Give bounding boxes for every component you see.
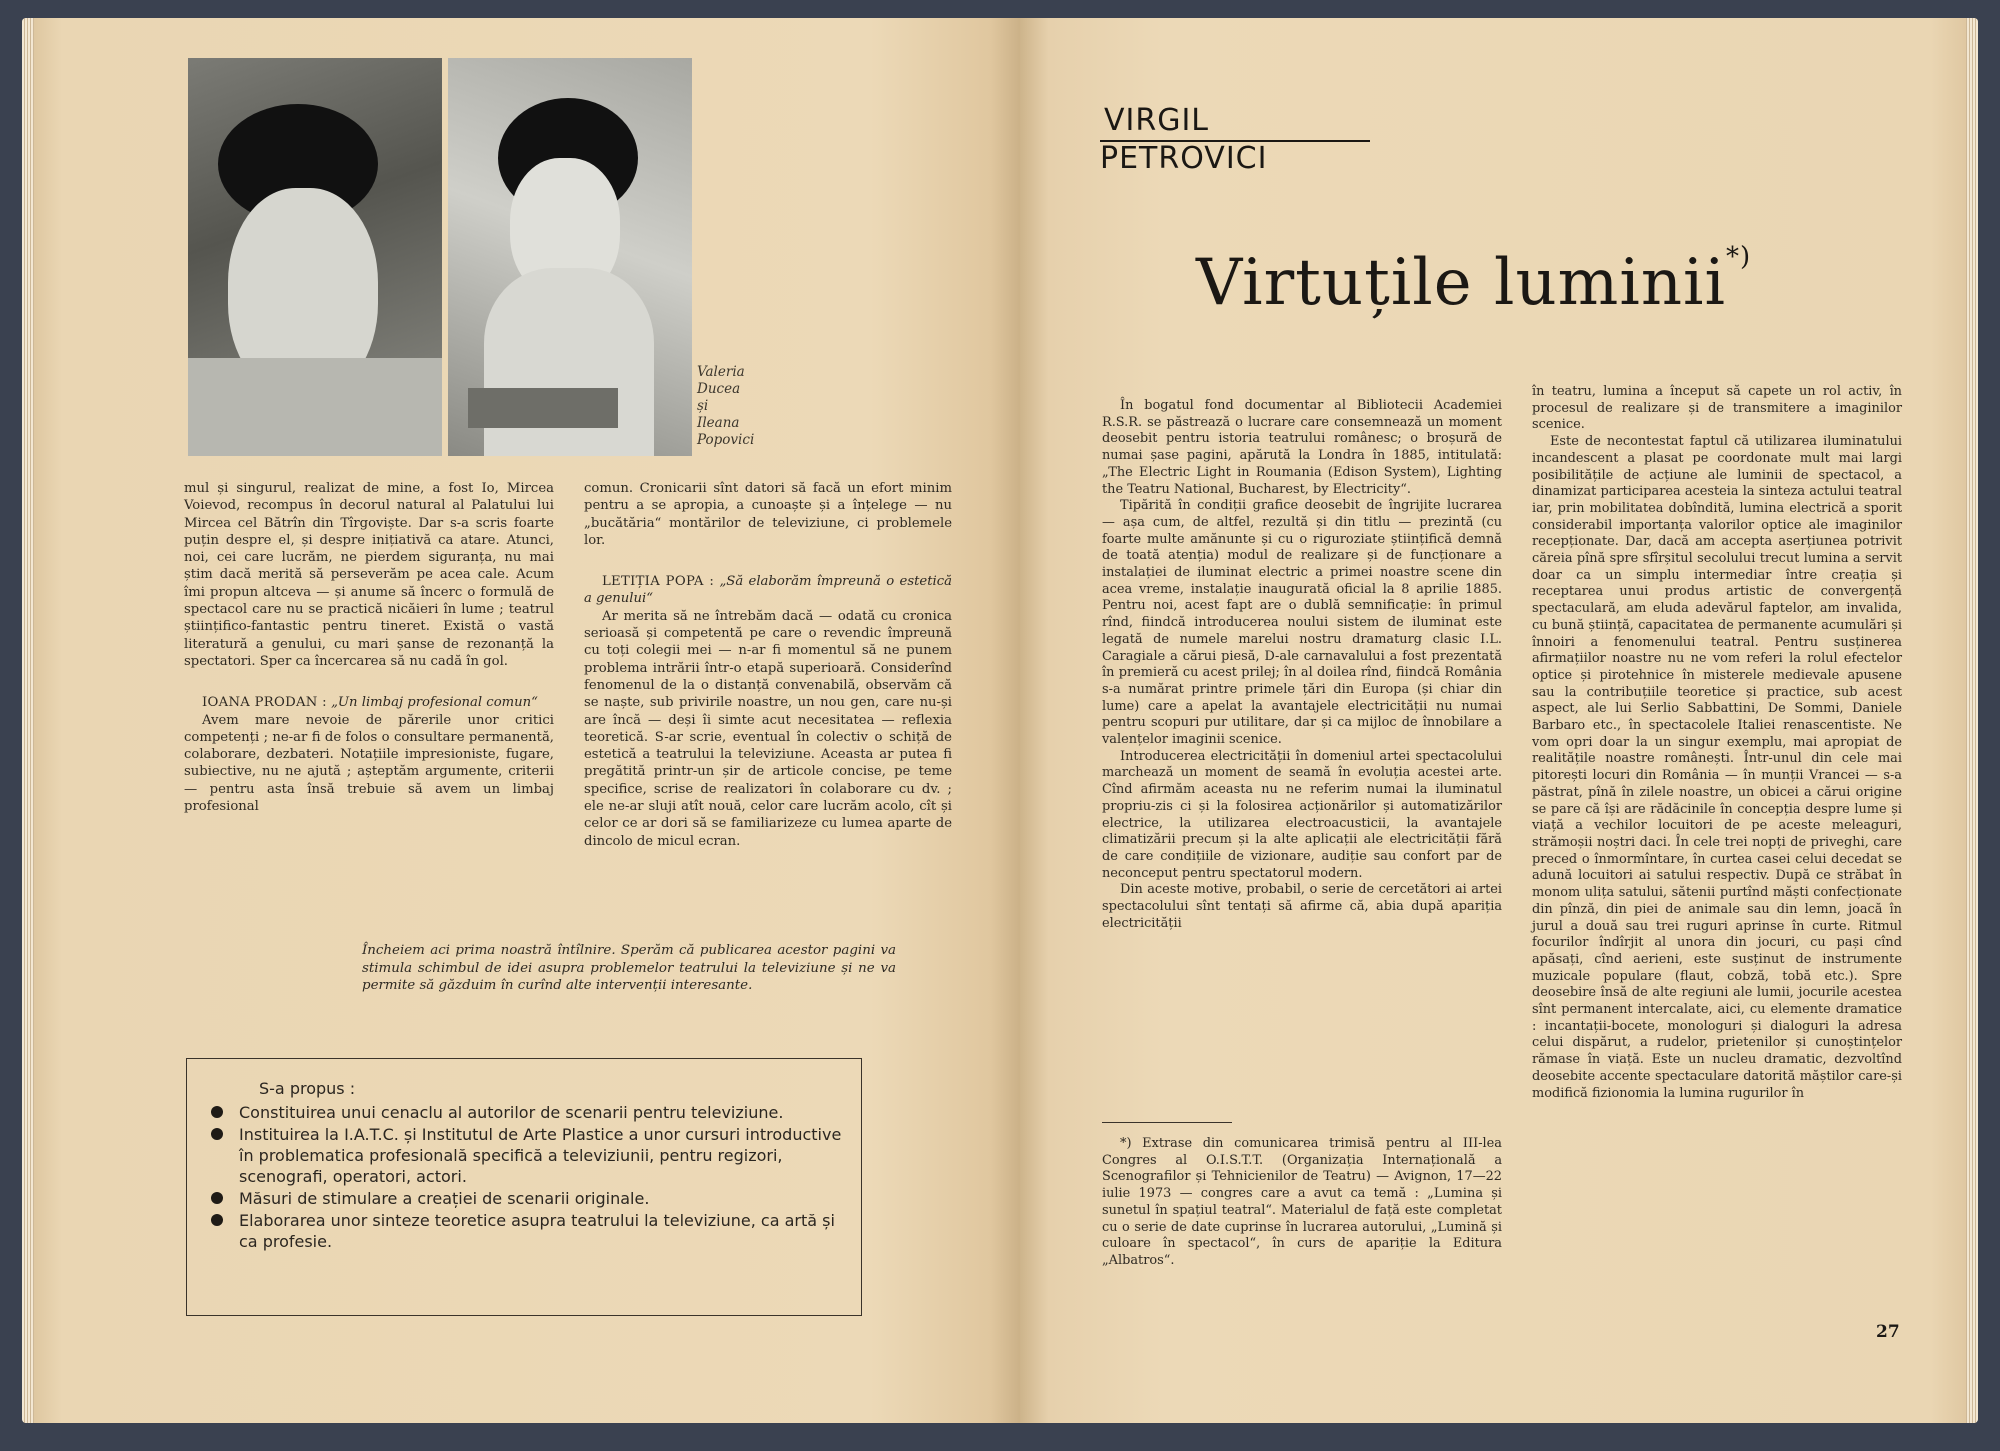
page-number: 27 xyxy=(1876,1322,1900,1342)
title-footnote-mark: *) xyxy=(1725,242,1752,272)
left-column-2 xyxy=(584,480,952,850)
proposals-box xyxy=(186,1058,862,1316)
paragraph: Este de necontestat faptul că utilizarea iluminatului incandescent a plasat pe coordonate mult mai largi posibilitățile de acțiune ale luminii de spectacol, a dinamizat participarea acesteia la sinteza actului teatral iar, prin mobilitatea dobîndită, lumina electrică a sporit considerabil importanța valorilor optice ale imaginilor recepționate. Dar, dacă am accepta aserțiunea potrivit căreia pînă spre sfîrșitul secolului trecut lumina a servit doar ca un simplu intermediar între creația și receptarea unui produs artistic de convergență spectaculară, am eluda adevărul faptelor, am invalida, cu bună știință, capacitatea de permanente acumulări și înnoiri a fenomenului teatral. Pentru susținerea afirmațiilor noastre nu ne vom referi la rolul efectelor optice și pirotehnice în misterele medievale apusene sau la contribuțiile teoretice și practice, sub acest aspect, ale lui Serlio Sabbattini, De Sommi, Daniele Barbaro etc., în spectacolele Italiei renascentiste. Ne vom opri doar la un singur exemplu, mai apropiat de realitățile noastre românești. Într-unul din cele mai pitorești locuri din România — în munții Vrancei — s-a păstrat, pînă în zilele noastre, un obicei a cărui origine se pare că își are rădăcinile în concepția despre lume și viață a vechilor locuitori de pe aceste meleaguri, strămoșii noștri daci. În cele trei nopți de priveghi, care preced o înmormîntare, în curtea casei celui decedat se adună locuitori ai satului respectiv. După ce străbat în monom ulița satului, sătenii purtînd măști confecționate din pînză, din piei de animale sau din lemn, joacă în jurul a două sau trei ruguri aprinse în curte. Ritmul focurilor îndîrjit al unora din jocuri, cu pași cînd apăsați, cînd aerieni, este susținut de instrumente muzicale populare (flaut, cobză, tobă etc.). Spre deosebire însă de alte regiuni ale lumii, jocurile acestea sînt permanent intercalate, aici, cu elemente dramatice : incantații-bocete, monologuri și dialoguri la adresa celui dispărut, a rudelor, prietenilor și cunoștințelor rămase în viață. Este un nucleu dramatic, dezvoltînd deosebite accente spectaculare datorită măștilor care-și modifică fizionomia la lumina rugurilor în xyxy=(1532,434,1902,1101)
proposal-item: Instituirea la I.A.T.C. și Institutul de Arte Plastice a unor cursuri introductive în problematica profesională specifică a televiziunii, pentru regizori, scenografi, operatori, actori. xyxy=(211,1124,845,1187)
speaker-heading xyxy=(584,573,952,608)
speaker-name: LETIȚIA POPA : xyxy=(602,574,715,590)
bullet-icon xyxy=(211,1106,223,1118)
page-edge-left xyxy=(22,18,34,1423)
paragraph: Avem mare nevoie de părerile unor critici competenți ; ne-ar fi de folos o consultare permanentă, colaborare, dezbateri. Notațiile impresioniste, fugare, subiective, nu ne ajută ; așteptăm argumente, criterii — pentru asta însă trebuie să avem un limbaj profesional xyxy=(184,712,554,815)
paragraph: în teatru, lumina a început să capete un rol activ, în procesul de realizare și de transmitere a imaginilor scenice. xyxy=(1532,384,1902,433)
proposals-title: S-a propus : xyxy=(259,1079,356,1098)
bullet-icon xyxy=(211,1214,223,1226)
footnote: *) Extrase din comunicarea trimisă pentru al III-lea Congres al O.I.S.T.T. (Organizația Internațională a Scenografilor și Tehnicienilor de Teatru) — Avignon, 17—22 iulie 1973 — congres care a avut ca temă : „Lumina și sunetul în spațiul teatral“. Materialul de față este completat cu o serie de date cuprinse în lucrarea autorului, „Lumină și culoare în spectacol“, în curs de apariție la Editura „Albatros“. xyxy=(1102,1136,1502,1268)
paragraph: mul și singurul, realizat de mine, a fost Io, Mircea Voievod, recompus în decorul natural al Palatului lui Mircea cel Bătrîn din Tîrgoviște. Dar s-a scris foarte puțin despre el, și despre inițiativă ca atare. Atunci, noi, cei care lucrăm, ne pierdem siguranța, nu mai știm dacă merită să perseverăm pe acea cale. Acum îmi propun altceva — și anume să încerc o formulă de spectacol care nu se practică nicăieri în lume ; teatrul științifico-fantastic pentru tineret. Există o vastă literatură a genului, cu mari șanse de rezonanță la spectatori. Sper ca încercarea să nu cadă în gol. xyxy=(184,481,554,669)
speaker-name: IOANA PRODAN : xyxy=(202,695,327,711)
closing-note: Încheiem aci prima noastră întîlnire. Sperăm că publicarea acestor pagini va stimula schimbul de idei asupra problemelor teatrului la televiziune și ne va permite să găzduim în curînd alte intervenții interesante. xyxy=(362,943,896,993)
speaker-quote: „Să elaborăm împreună o estetică a genului“ xyxy=(584,574,952,607)
right-page xyxy=(1020,18,1978,1423)
paragraph: În bogatul fond documentar al Bibliotecii Academiei R.S.R. se păstrează o lucrare care consemnează un moment deosebit pentru istoria teatrului românesc; o broșură de numai șase pagini, apărută la Londra în 1885, intitulată: „The Electric Light in Roumania (Edison System), Lighting the Teatru National, Bucharest, by Electricity“. xyxy=(1102,398,1502,497)
paragraph: Tipărită în condiții grafice deosebit de îngrijite lucrarea — așa cum, de altfel, rezultă și din titlu — prezintă (cu foarte multe amănunte și cu o riguroziate științifică demnă de toată atenția) modul de realizare și de funcționare a instalației de iluminat electric a primei noastre scene din acea vreme, instalație inaugurată oficial la 8 aprilie 1885. Pentru noi, acest fapt are o dublă semnificație: în primul rînd, fiindcă introducerea noului sistem de iluminat este legată de numele marelui nostru dramaturg clasic I.L. Caragiale a cărui piesă, D-ale carnavalului a fost prezentată în premieră cu acest prilej; în al doilea rînd, fiindcă România s-a numărat printre primele țări din Europa (și chiar din lume) care a apelat la avantajele electricității nu numai pentru scopuri pur utilitare, dar și ca mijloc de înnobilare a valențelor imaginii scenice. xyxy=(1102,498,1502,748)
speaker-heading xyxy=(184,694,554,711)
proposal-item: Măsuri de stimulare a creației de scenarii originale. xyxy=(211,1188,845,1209)
right-column-1 xyxy=(1102,398,1502,933)
left-column-1 xyxy=(184,480,554,815)
photo-caption: Valeria Ducea și Ileana Popovici xyxy=(697,364,755,448)
right-column-2 xyxy=(1532,384,1902,1102)
author-first-name: VIRGIL xyxy=(1104,103,1210,138)
photo-valeria-ducea xyxy=(188,58,442,456)
photo-ileana-popovici xyxy=(448,58,692,456)
bullet-icon xyxy=(211,1192,223,1204)
footnote-rule xyxy=(1102,1122,1232,1123)
left-page xyxy=(22,18,1020,1423)
proposals-list xyxy=(211,1102,845,1252)
proposal-item: Elaborarea unor sinteze teoretice asupra teatrului la televiziune, ca artă și ca profesie. xyxy=(211,1210,845,1252)
article-title: Virtuțile luminii*) xyxy=(1196,242,1752,320)
author-last-name: PETROVICI xyxy=(1100,141,1268,176)
paragraph: Din aceste motive, probabil, o serie de cercetători ai artei spectacolului sînt tentați să afirme că, abia după apariția electricității xyxy=(1102,882,1502,931)
paragraph: comun. Cronicarii sînt datori să facă un efort minim pentru a se apropia, a cunoaște și a înțelege — nu „bucătăria“ montărilor de televiziune, ci problemele lor. xyxy=(584,481,952,548)
speaker-quote: „Un limbaj profesional comun“ xyxy=(331,695,538,711)
page-edge-right xyxy=(1966,18,1978,1423)
paragraph: Ar merita să ne întrebăm dacă — odată cu cronica serioasă și competentă pe care o revendic împreună cu toți colegii mei — n-ar fi momentul să ne punem problema intrării într-o etapă superioară. Considerînd fenomenul de la o distanță convenabilă, observăm că se naște, sub privirile noastre, un nou gen, care nu-și are încă — deși îi simte acut necesitatea — reflexia teoretică. S-ar scrie, eventual în colectiv o schiță de estetică a teatrului la televiziune. Aceasta ar putea fi pregătită printr-un șir de articole concise, pe teme specifice, scrise de realizatori în colaborare cu dv. ; ele ne-ar sluji atît nouă, celor care lucrăm acolo, cît și celor ce ar dori să se familiarizeze cu lumea aparte de dincolo de micul ecran. xyxy=(584,608,952,849)
bullet-icon xyxy=(211,1128,223,1140)
paragraph: Introducerea electricității în domeniul artei spectacolului marchează un moment de seamă în evoluția acestei arte. Cînd afirmăm aceasta nu ne referim numai la iluminatul propriu-zis ci și la folosirea acționărilor și automatizărilor electrice, la utilizarea electroacusticii, la avantajele climatizării precum și la alte aplicații ale electricității fără de care condițiile de vizionare, audiție sau confort par de neconceput pentru spectatorul modern. xyxy=(1102,748,1502,881)
proposal-item: Constituirea unui cenaclu al autorilor de scenarii pentru televiziune. xyxy=(211,1102,845,1123)
